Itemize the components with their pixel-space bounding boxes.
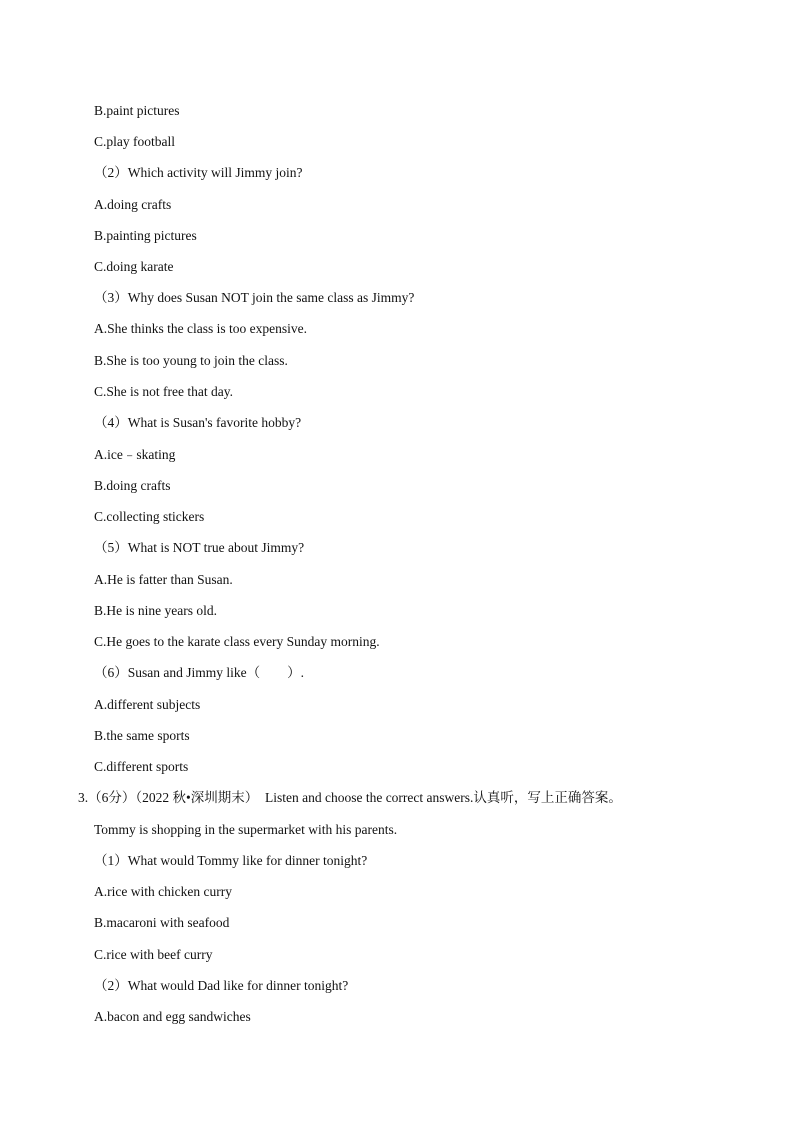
option-a-q2: A.doing crafts [94, 197, 172, 212]
question-stem-4: （4）What is Susan's favorite hobby? [94, 415, 302, 430]
option-b-q2: B.painting pictures [94, 228, 197, 243]
option-a-q3: A.She thinks the class is too expensive. [94, 321, 307, 336]
option-b-q3-1: B.macaroni with seafood [94, 915, 230, 930]
question-stem-3-2: （2）What would Dad like for dinner tonight? [94, 978, 349, 993]
question-stem-5: （5）What is NOT true about Jimmy? [94, 540, 305, 555]
option-c-q6: C.different sports [94, 759, 189, 774]
option-b-q6: B.the same sports [94, 728, 190, 743]
option-a-q4: A.ice﹣skating [94, 447, 176, 462]
option-b-q1: B.paint pictures [94, 103, 180, 118]
option-a-q5: A.He is fatter than Susan. [94, 572, 233, 587]
section-heading-3: 3.（6分）（2022 秋•深圳期末） Listen and choose the correct answers.认真听，写上正确答案。 [78, 790, 622, 805]
option-b-q3: B.She is too young to join the class. [94, 353, 288, 368]
option-c-q1: C.play football [94, 134, 175, 149]
option-b-q5: B.He is nine years old. [94, 603, 217, 618]
option-c-q3-1: C.rice with beef curry [94, 947, 213, 962]
option-a-q6: A.different subjects [94, 697, 201, 712]
option-c-q5: C.He goes to the karate class every Sunday morning. [94, 634, 380, 649]
question-stem-3-1: （1）What would Tommy like for dinner tonight? [94, 853, 368, 868]
option-b-q4: B.doing crafts [94, 478, 171, 493]
passage-intro: Tommy is shopping in the supermarket with his parents. [94, 822, 398, 837]
option-c-q2: C.doing karate [94, 259, 174, 274]
question-stem-6: （6）Susan and Jimmy like（ ）. [94, 665, 304, 680]
option-a-q3-1: A.rice with chicken curry [94, 884, 232, 899]
option-c-q3: C.She is not free that day. [94, 384, 233, 399]
option-c-q4: C.collecting stickers [94, 509, 205, 524]
option-a-q3-2: A.bacon and egg sandwiches [94, 1009, 251, 1024]
question-stem-3: （3）Why does Susan NOT join the same class as Jimmy? [94, 290, 415, 305]
question-stem-2: （2）Which activity will Jimmy join? [94, 165, 303, 180]
